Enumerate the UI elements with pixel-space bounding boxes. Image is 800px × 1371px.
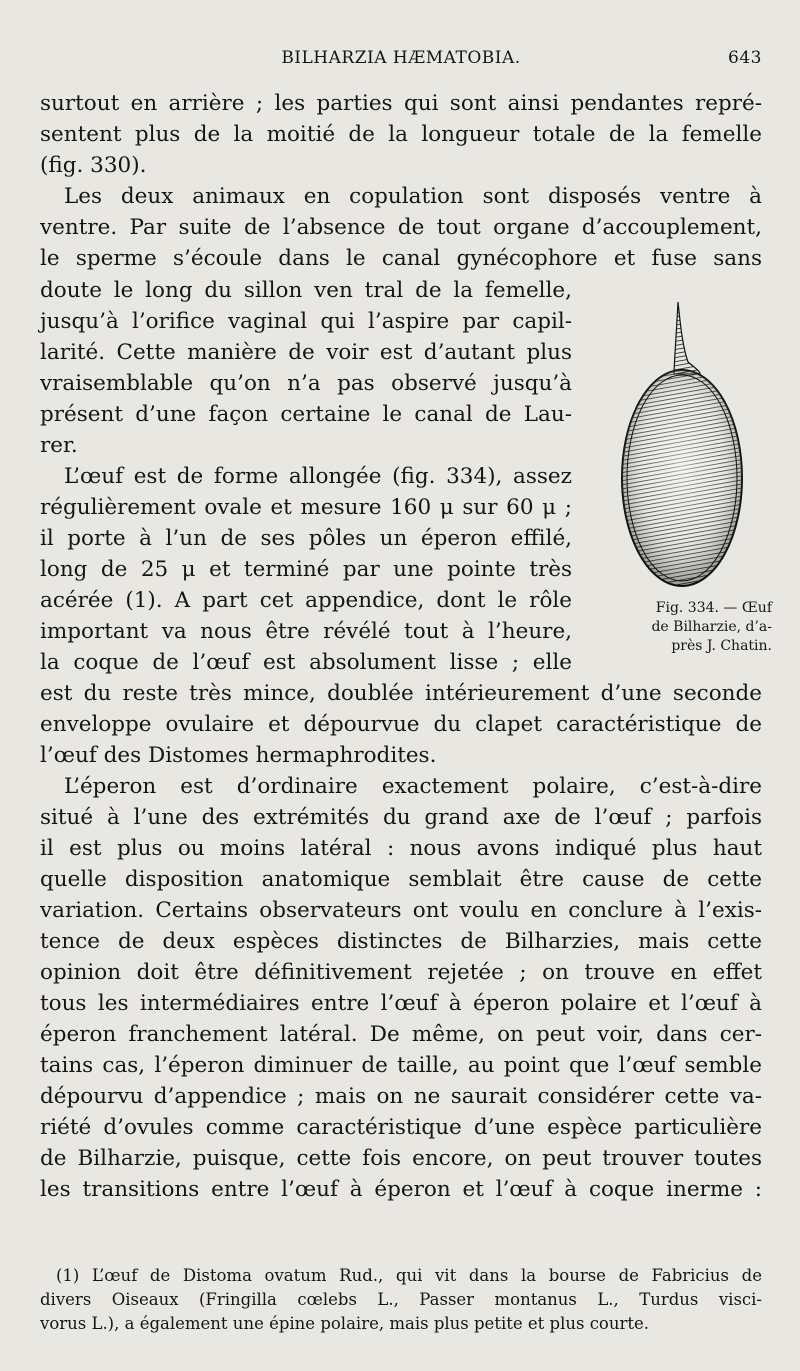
text-line: situé à l’une des extrémités du grand axe de l’œuf ; parfois: [40, 805, 762, 830]
text-line: les transitions entre l’œuf à éperon et l’œuf à coque inerme :: [40, 1177, 762, 1202]
running-title: BILHARZIA HÆMATOBIA.: [281, 48, 521, 68]
text-line: régulièrement ovale et mesure 160 μ sur 60 μ ;: [40, 495, 572, 520]
text-line: éperon franchement latéral. De même, on peut voir, dans cer-: [40, 1022, 762, 1047]
page-number: 643: [728, 48, 762, 68]
egg-drawing: [608, 300, 758, 590]
text-line: il est plus ou moins latéral : nous avons indiqué plus haut: [40, 836, 762, 861]
text-line: vraisemblable qu’on n’a pas observé jusqu’à: [40, 371, 572, 396]
text-line: important va nous être révélé tout à l’heure,: [40, 619, 572, 644]
text-line: tains cas, l’éperon diminuer de taille, au point que l’œuf semble: [40, 1053, 762, 1078]
text-line: la coque de l’œuf est absolument lisse ; elle: [40, 650, 572, 675]
text-line: quelle disposition anatomique semblait être cause de cette: [40, 867, 762, 892]
text-line: le sperme s’écoule dans le canal gynécophore et fuse sans: [40, 246, 762, 271]
text-line: tous les intermédiaires entre l’œuf à éperon polaire et l’œuf à: [40, 991, 762, 1016]
text-line: présent d’une façon certaine le canal de Lau-: [40, 402, 572, 427]
text-line: larité. Cette manière de voir est d’autant plus: [40, 340, 572, 365]
text-line: surtout en arrière ; les parties qui sont ainsi pendantes repré-: [40, 91, 762, 116]
text-line: jusqu’à l’orifice vaginal qui l’aspire par capil-: [40, 309, 572, 334]
text-line: (fig. 330).: [40, 153, 147, 178]
text-line: long de 25 μ et terminé par une pointe très: [40, 557, 572, 582]
footnote-line: divers Oiseaux (Fringilla cœlebs L., Passer montanus L., Turdus visci-: [40, 1290, 762, 1309]
text-line: est du reste très mince, doublée intérieurement d’une seconde: [40, 681, 762, 706]
text-line: il porte à l’un de ses pôles un éperon effilé,: [40, 526, 572, 551]
footnote-line: (1) L’œuf de Distoma ovatum Rud., qui vit dans la bourse de Fabricius de: [56, 1266, 762, 1285]
footnote-line: vorus L.), a également une épine polaire, mais plus petite et plus courte.: [40, 1314, 650, 1333]
text-line: dépourvu d’appendice ; mais on ne saurait considérer cette va-: [40, 1084, 762, 1109]
text-line: ventre. Par suite de l’absence de tout organe d’accouplement,: [40, 215, 762, 240]
caption-line: Fig. 334. — Œuf: [655, 600, 772, 616]
text-line: sentent plus de la moitié de la longueur totale de la femelle: [40, 122, 762, 147]
caption-line: près J. Chatin.: [671, 638, 772, 654]
text-line: L’éperon est d’ordinaire exactement polaire, c’est-à-dire: [64, 774, 762, 799]
text-line: rer.: [40, 433, 78, 458]
text-line: L’œuf est de forme allongée (fig. 334), assez: [64, 464, 572, 489]
text-line: tence de deux espèces distinctes de Bilharzies, mais cette: [40, 929, 762, 954]
egg-illustration: [608, 300, 758, 590]
text-line: l’œuf des Distomes hermaphrodites.: [40, 743, 437, 768]
text-line: riété d’ovules comme caractéristique d’une espèce particulière: [40, 1115, 762, 1140]
text-line: Les deux animaux en copulation sont disposés ventre à: [64, 184, 762, 209]
figure-caption: [596, 599, 772, 656]
text-line: opinion doit être définitivement rejetée ; on trouve en effet: [40, 960, 762, 985]
running-header: [40, 48, 762, 78]
text-line: acérée (1). A part cet appendice, dont le rôle: [40, 588, 572, 613]
text-line: enveloppe ovulaire et dépourvue du clapet caractéristique de: [40, 712, 762, 737]
text-line: de Bilharzie, puisque, cette fois encore, on peut trouver toutes: [40, 1146, 762, 1171]
caption-line: de Bilharzie, d’a-: [651, 619, 772, 635]
text-line: variation. Certains observateurs ont voulu en conclure à l’exis-: [40, 898, 762, 923]
text-line: doute le long du sillon ven tral de la femelle,: [40, 278, 572, 303]
